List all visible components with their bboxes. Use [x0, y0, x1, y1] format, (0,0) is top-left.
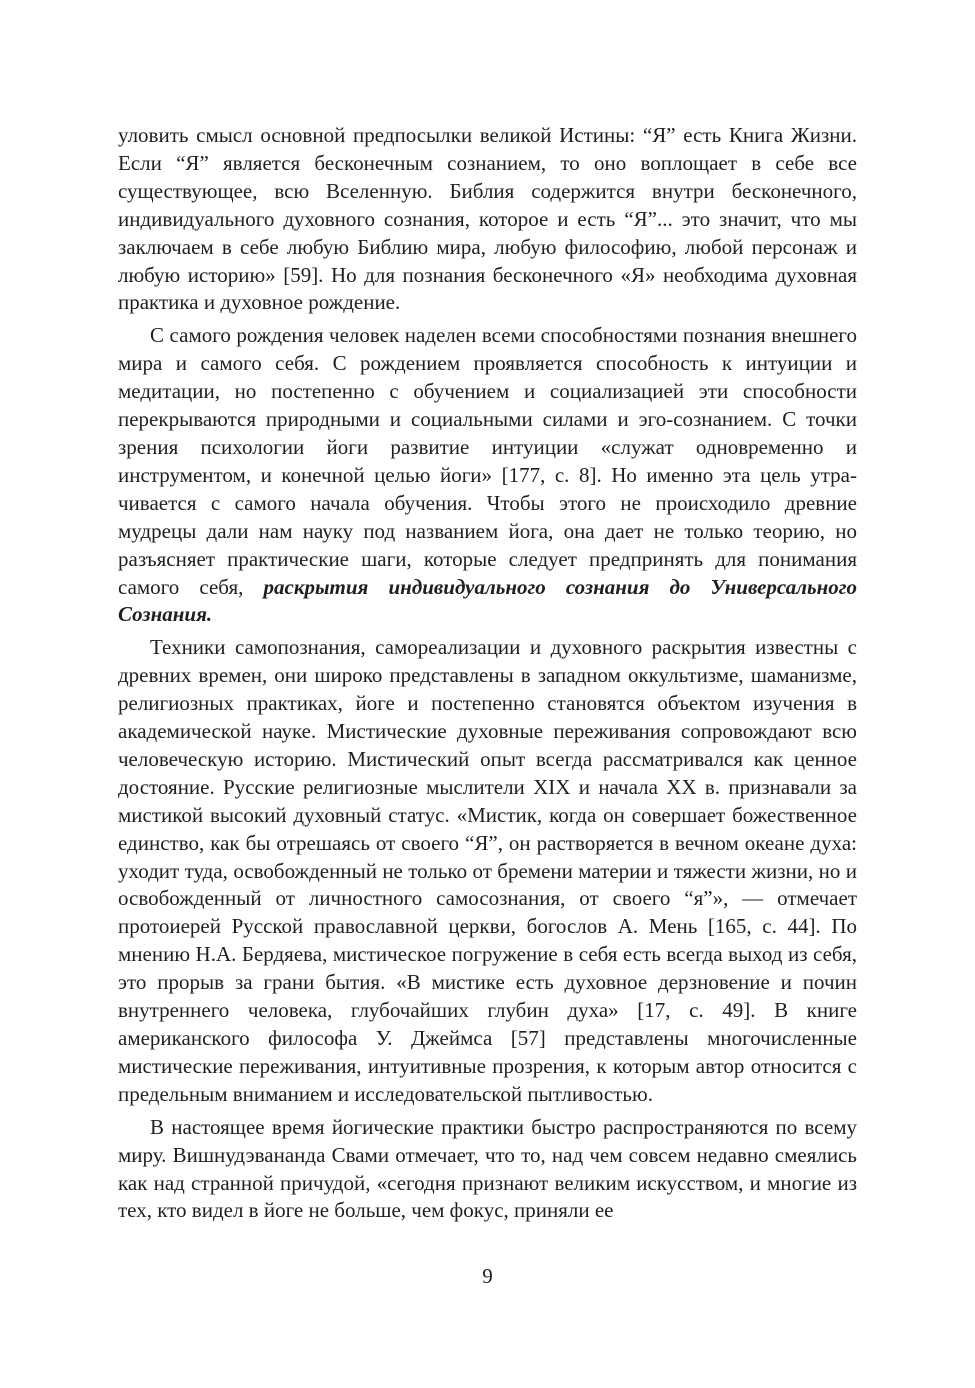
paragraph-text: С самого рождения человек наделен всеми способностями познания внешнего мира и самого себя. С рождением проявляется способность к интуиции и медитации, но постепенно с обучением и социализацией эти способности перекрываются природными и социальными силами и эго-сознанием. С точки зрения психологии йоги развитие интуиции «служат одновременно и инструментом, и конечной целью йоги» [177, с. 8]. Но именно эта цель утрачивается с самого начала обучения. Чтобы этого не происходило древние мудрецы дали нам науку под названием йога, она дает не только теорию, но разъясняет практические шаги, которые следует предпринять для понимания самого себя, — [118, 323, 857, 599]
paragraph-self-knowledge-techniques: Техники самопознания, самореализации и духовного раскрытия известны с древних времен, они широко представлены в западном оккультизме, шаманизме, религиозных практиках, йоге и постепенно становятся объектом изучения в академической науке. Мистические духовные переживания сопровождают всю человеческую историю. Мистический опыт всегда рассматривался как ценное достояние. Русские религиозные мыслители XIX и начала XX в. признавали за мистикой высокий духовный статус. «Мистик, когда он совершает божественное единство, как бы отрешаясь от своего “Я”, он растворяется в вечном океане духа: уходит туда, освобожденный не только от бремени материи и тяжести жизни, но и освобожденный от личностного самосознания, от своего “я”», — отмечает протоиерей Русской православной церкви, богослов А. Мень [165, с. 44]. По мнению Н.А. Бердяева, мистическое погружение в себя есть всегда выход из себя, это прорыв за грани бытия. «В мистике есть духовное дерзновение и почин внутреннего человека, глубочайших глубин духа» [17, с. 49]. В книге американского философа У. Джеймса [57] представлены многочисленные мистические переживания, интуитивные прозрения, к которым автор относится с предельным вниманием и исследовательской пытливостью. — [118, 635, 857, 1106]
paragraph-yoga-spread: В настоящее время йогические практики быстро распространяются по всему миру. Вишнудэвананда Свами отмечает, что то, над чем совсем недавно смеялись как над странной причудой, «сегодня признают великим искусством, и многие из тех, кто видел в йоге не больше, чем фокус, приняли ее — [118, 1114, 857, 1223]
paragraph-birth-abilities — [118, 322, 857, 629]
page-body — [118, 122, 857, 1225]
page-number: 9 — [482, 1264, 493, 1288]
emphasized-phrase: раскрытия индивидуального сознания до Универсального Сознания. — [118, 574, 857, 627]
paragraph-continuation: уловить смысл основной предпосылки великой Истины: “Я” есть Книга Жизни. Если “Я” является бесконечным сознанием, то оно воплощает в себе все существующее, всю Вселенную. Библия содержится внутри бесконечного, индивидуального духовного сознания, которое и есть “Я”... это значит, что мы заключаем в себе любую Библию мира, любую философию, любой персонаж и любую историю» [59]. Но для познания бесконечного «Я» необходима духовная практика и духовное рождение. — [118, 123, 857, 315]
